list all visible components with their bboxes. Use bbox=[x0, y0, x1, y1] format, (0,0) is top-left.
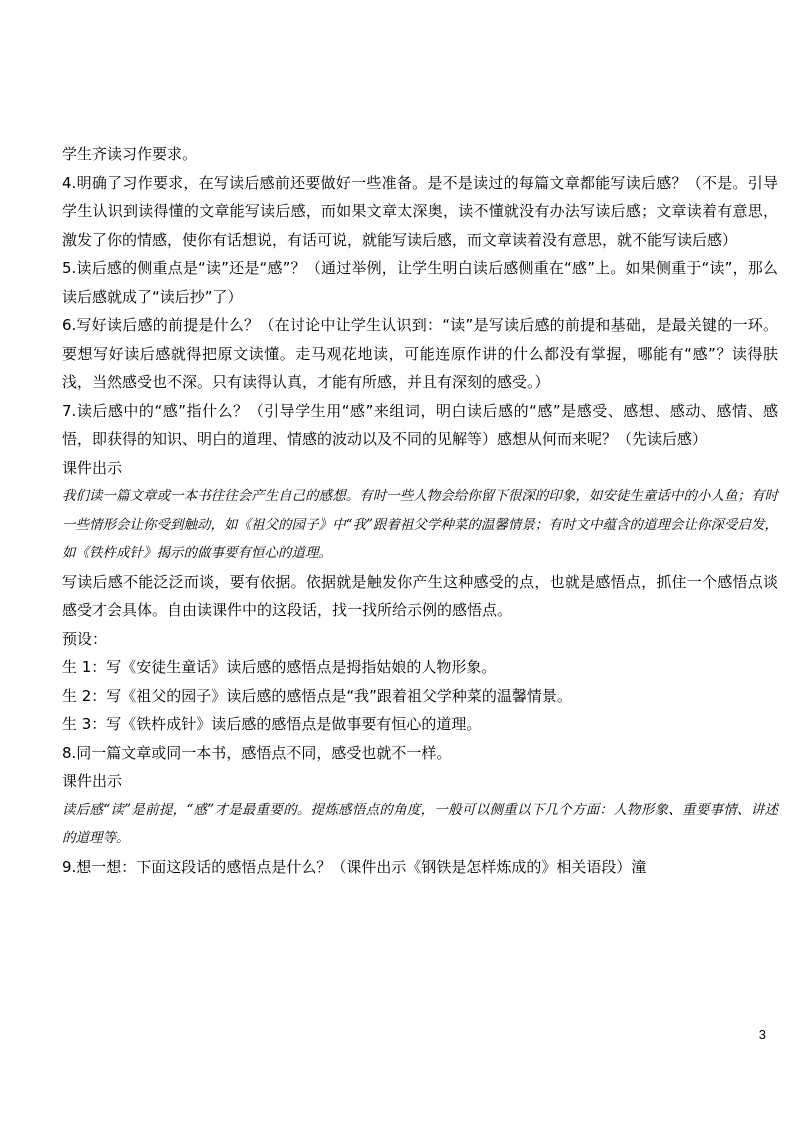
slide-heading: 课件出示 bbox=[62, 458, 123, 477]
slide-quote-2: 读后感“读”是前提，“感”才是最重要的。提炼感悟点的角度，一般可以侧重以下几个方面：人物形象、重要事情、讲述的道理等。 bbox=[62, 801, 778, 846]
paragraph-preset: 预设： bbox=[62, 629, 108, 648]
paragraph-basis: 写读后感不能泛泛而谈，要有依据。依据就是触发你产生这种感受的点，也就是感悟点，抓住一个感悟点谈感受才会具体。自由读课件中的这段话，找一找所给示例的感悟点。 bbox=[62, 572, 778, 619]
student-answer-3: 生 3：写《铁杵成针》读后感的感悟点是做事要有恒心的道理。 bbox=[62, 715, 482, 733]
student-answer-1: 生 1：写《安徒生童话》读后感的感悟点是拇指姑娘的人物形象。 bbox=[62, 658, 497, 676]
slide-quote: 我们读一篇文章或一本书往往会产生自己的感想。有时一些人物会给你留下很深的印象，如安徒生童话中的小人鱼；有时一些情形会让你受到触动，如《祖父的园子》中“我”跟着祖父学种菜的温馨情景；有时文中蕴含的道理会让你深受启发，如《铁杵成针》揭示的做事要有恒心的道理。 bbox=[62, 488, 778, 561]
student-answer-2: 生 2：写《祖父的园子》读后感的感悟点是“我”跟着祖父学种菜的温馨情景。 bbox=[62, 686, 572, 705]
paragraph-point-8: 8.同一篇文章或同一本书，感悟点不同，感受也就不一样。 bbox=[62, 743, 452, 762]
paragraph-question-5: 5.读后感的侧重点是“读”还是“感”？（通过举例，让学生明白读后感侧重在“感”上。如果侧重于“读”，那么读后感就成了“读后抄”了） bbox=[62, 259, 778, 306]
slide-heading-2: 课件出示 bbox=[62, 772, 123, 790]
paragraph-question-7: 7.读后感中的“感”指什么？（引导学生用“感”来组词，明白读后感的“感”是感受、感想、感动、感情、感悟，即获得的知识、明白的道理、情感的波动以及不同的见解等）感想从何而来呢？（先读后感） bbox=[62, 401, 778, 448]
document-body bbox=[62, 140, 778, 881]
paragraph-question-6: 6.写好读后感的前提是什么？（在讨论中让学生认识到：“读”是写读后感的前提和基础，是最关键的一环。要想写好读后感就得把原文读懂。走马观花地读，可能连原作讲的什么都没有掌握，哪能有“感”？读得肤浅，当然感受也不深。只有读得认真，才能有所感，并且有深刻的感受。） bbox=[62, 316, 778, 391]
paragraph-question-4: 4.明确了习作要求，在写读后感前还要做好一些准备。是不是读过的每篇文章都能写读后感？（不是。引导学生认识到读得懂的文章能写读后感，而如果文章太深奥，读不懂就没有办法写读后感；文章读着有意思，激发了你的情感，使你有话想说，有话可说，就能写读后感，而文章读着没有意思，就不能写读后感） bbox=[62, 173, 778, 249]
page-number: 3 bbox=[758, 1027, 766, 1042]
paragraph-question-9: 9.想一想：下面这段话的感悟点是什么？（课件出示《钢铁是怎样炼成的》相关语段）潼 bbox=[62, 857, 647, 876]
paragraph-instruction: 学生齐读习作要求。 bbox=[62, 145, 198, 163]
